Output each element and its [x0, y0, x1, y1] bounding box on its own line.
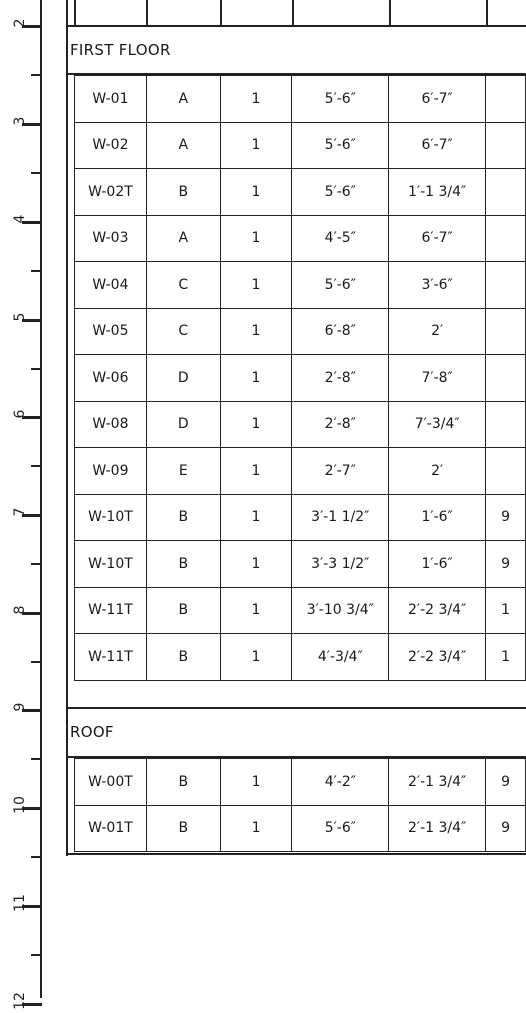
partial-cell: [486, 215, 526, 262]
table-row: [75, 448, 526, 495]
first-floor-table: [74, 75, 526, 681]
ruler-number: 4: [12, 214, 28, 224]
height-cell: 1′-1 3/4″: [389, 169, 486, 216]
window-schedule-sheet: [66, 0, 526, 856]
window-tag-cell: W-08: [75, 401, 147, 448]
ruler-minor-tick: [31, 172, 42, 174]
width-cell: 3′-3 1/2″: [292, 541, 389, 588]
height-cell: 7′-3/4″: [389, 401, 486, 448]
quantity-cell: 1: [220, 494, 292, 541]
width-cell: 5′-6″: [292, 76, 389, 123]
partial-cell: [486, 262, 526, 309]
type-cell: B: [146, 541, 220, 588]
ruler-minor-tick: [31, 954, 42, 956]
col-divider-top: [389, 0, 391, 26]
ruler-number: 3: [12, 116, 28, 126]
partial-cell: 9: [486, 494, 526, 541]
type-cell: C: [146, 308, 220, 355]
ruler-number: 6: [12, 409, 28, 419]
col-divider-top: [146, 0, 148, 26]
ruler-minor-tick: [31, 563, 42, 565]
ruler-number: 10: [12, 796, 28, 814]
quantity-cell: 1: [220, 308, 292, 355]
partial-cell: 9: [486, 805, 526, 852]
roof-table: [74, 758, 526, 852]
window-tag-cell: W-10T: [75, 541, 147, 588]
width-cell: 5′-6″: [292, 169, 389, 216]
table-row: [75, 494, 526, 541]
window-tag-cell: W-02T: [75, 169, 147, 216]
table-row: [75, 308, 526, 355]
partial-cell: 9: [486, 541, 526, 588]
partial-cell: 9: [486, 759, 526, 806]
width-cell: 5′-6″: [292, 122, 389, 169]
partial-cell: 1: [486, 634, 526, 681]
partial-cell: 1: [486, 587, 526, 634]
width-cell: 4′-3/4″: [292, 634, 389, 681]
table-row: [75, 401, 526, 448]
quantity-cell: 1: [220, 355, 292, 402]
height-cell: 3′-6″: [389, 262, 486, 309]
height-cell: 2′-2 3/4″: [389, 634, 486, 681]
section-divider: [66, 25, 526, 27]
col-divider-top: [220, 0, 222, 26]
width-cell: 3′-10 3/4″: [292, 587, 389, 634]
height-cell: 1′-6″: [389, 494, 486, 541]
width-cell: 5′-6″: [292, 262, 389, 309]
type-cell: B: [146, 759, 220, 806]
window-tag-cell: W-09: [75, 448, 147, 495]
table-row: [75, 759, 526, 806]
ruler-minor-tick: [31, 465, 42, 467]
window-tag-cell: W-10T: [75, 494, 147, 541]
width-cell: 6′-8″: [292, 308, 389, 355]
quantity-cell: 1: [220, 215, 292, 262]
width-cell: 4′-5″: [292, 215, 389, 262]
quantity-cell: 1: [220, 122, 292, 169]
height-cell: 2′-2 3/4″: [389, 587, 486, 634]
section-label-first-floor: FIRST FLOOR: [70, 41, 171, 59]
type-cell: B: [146, 587, 220, 634]
ruler-number: 2: [12, 18, 28, 28]
quantity-cell: 1: [220, 759, 292, 806]
type-cell: B: [146, 169, 220, 216]
ruler-minor-tick: [31, 661, 42, 663]
type-cell: A: [146, 122, 220, 169]
width-cell: 3′-1 1/2″: [292, 494, 389, 541]
table-left-border-top: [74, 0, 76, 26]
section-label-roof: ROOF: [70, 723, 114, 741]
table-row: [75, 122, 526, 169]
type-cell: B: [146, 805, 220, 852]
window-tag-cell: W-05: [75, 308, 147, 355]
table-row: [75, 634, 526, 681]
quantity-cell: 1: [220, 634, 292, 681]
height-cell: 2′-1 3/4″: [389, 759, 486, 806]
window-tag-cell: W-04: [75, 262, 147, 309]
ruler-number: 9: [12, 702, 28, 712]
window-tag-cell: W-01: [75, 76, 147, 123]
window-tag-cell: W-06: [75, 355, 147, 402]
ruler-edge: [40, 0, 42, 998]
window-tag-cell: W-01T: [75, 805, 147, 852]
height-cell: 2′-1 3/4″: [389, 805, 486, 852]
table-row: [75, 215, 526, 262]
height-cell: 2′: [389, 308, 486, 355]
window-tag-cell: W-11T: [75, 634, 147, 681]
quantity-cell: 1: [220, 541, 292, 588]
height-cell: 6′-7″: [389, 122, 486, 169]
col-divider-top: [486, 0, 488, 26]
ruler-minor-tick: [31, 856, 42, 858]
width-cell: 2′-7″: [292, 448, 389, 495]
table-row: [75, 805, 526, 852]
ruler-number: 8: [12, 605, 28, 615]
quantity-cell: 1: [220, 169, 292, 216]
window-tag-cell: W-11T: [75, 587, 147, 634]
col-divider-top: [292, 0, 294, 26]
quantity-cell: 1: [220, 262, 292, 309]
section-divider: [66, 707, 526, 709]
type-cell: A: [146, 76, 220, 123]
type-cell: C: [146, 262, 220, 309]
height-cell: 1′-6″: [389, 541, 486, 588]
width-cell: 5′-6″: [292, 805, 389, 852]
height-cell: 2′: [389, 448, 486, 495]
quantity-cell: 1: [220, 448, 292, 495]
type-cell: B: [146, 634, 220, 681]
width-cell: 2′-8″: [292, 355, 389, 402]
partial-cell: [486, 76, 526, 123]
table-row: [75, 355, 526, 402]
width-cell: 4′-2″: [292, 759, 389, 806]
sheet-left-border: [66, 0, 68, 856]
window-tag-cell: W-02: [75, 122, 147, 169]
partial-cell: [486, 122, 526, 169]
quantity-cell: 1: [220, 401, 292, 448]
table-row: [75, 587, 526, 634]
partial-cell: [486, 448, 526, 495]
type-cell: E: [146, 448, 220, 495]
ruler-minor-tick: [31, 270, 42, 272]
partial-cell: [486, 169, 526, 216]
table-row: [75, 169, 526, 216]
quantity-cell: 1: [220, 587, 292, 634]
partial-cell: [486, 355, 526, 402]
width-cell: 2′-8″: [292, 401, 389, 448]
partial-cell: [486, 401, 526, 448]
ruler-minor-tick: [31, 758, 42, 760]
vertical-ruler: [0, 0, 44, 1010]
type-cell: B: [146, 494, 220, 541]
type-cell: D: [146, 355, 220, 402]
type-cell: D: [146, 401, 220, 448]
ruler-minor-tick: [31, 74, 42, 76]
window-tag-cell: W-00T: [75, 759, 147, 806]
height-cell: 7′-8″: [389, 355, 486, 402]
window-tag-cell: W-03: [75, 215, 147, 262]
type-cell: A: [146, 215, 220, 262]
height-cell: 6′-7″: [389, 215, 486, 262]
height-cell: 6′-7″: [389, 76, 486, 123]
ruler-number: 7: [12, 507, 28, 517]
quantity-cell: 1: [220, 805, 292, 852]
ruler-number: 5: [12, 312, 28, 322]
ruler-number: 12: [12, 992, 28, 1010]
ruler-minor-tick: [31, 368, 42, 370]
sheet-bottom-border: [66, 853, 526, 855]
table-row: [75, 76, 526, 123]
table-row: [75, 262, 526, 309]
table-row: [75, 541, 526, 588]
ruler-number: 11: [12, 894, 28, 912]
quantity-cell: 1: [220, 76, 292, 123]
partial-cell: [486, 308, 526, 355]
